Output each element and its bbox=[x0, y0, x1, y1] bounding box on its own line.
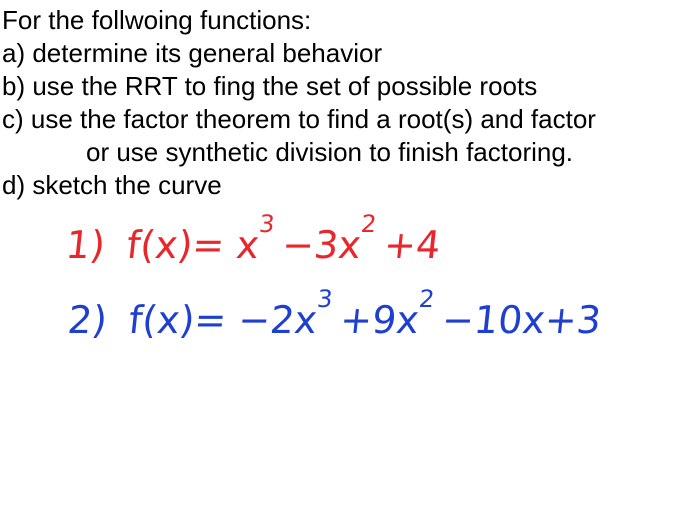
instructions-intro: For the follwoing functions: bbox=[2, 5, 312, 35]
problem-number: 1) bbox=[63, 223, 108, 267]
function-lhs: f(x)= bbox=[126, 298, 229, 342]
problem-2-equation bbox=[65, 285, 604, 342]
problem-number: 2) bbox=[65, 298, 110, 342]
exponent-1: 3 bbox=[315, 285, 334, 313]
function-lhs: f(x)= bbox=[124, 223, 227, 267]
term-3: +4 bbox=[381, 223, 443, 267]
exponent-2: 2 bbox=[359, 210, 378, 238]
term-2: −3x bbox=[280, 223, 364, 267]
instruction-c-continued: or use synthetic division to finish factoring. bbox=[86, 137, 574, 167]
term-1: −2x bbox=[236, 298, 320, 342]
instruction-d: d) sketch the curve bbox=[2, 170, 222, 200]
term-1: x bbox=[234, 223, 262, 267]
exponent-1: 3 bbox=[257, 210, 276, 238]
term-3: −10x+3 bbox=[439, 298, 604, 342]
instruction-c: c) use the factor theorem to find a root(s) and factor bbox=[2, 104, 596, 134]
term-2: +9x bbox=[338, 298, 422, 342]
instruction-a: a) determine its general behavior bbox=[2, 38, 383, 68]
instruction-b: b) use the RRT to fing the set of possible roots bbox=[2, 71, 538, 101]
instructions-block bbox=[2, 4, 596, 202]
problem-1-equation bbox=[63, 210, 443, 267]
exponent-2: 2 bbox=[417, 285, 436, 313]
